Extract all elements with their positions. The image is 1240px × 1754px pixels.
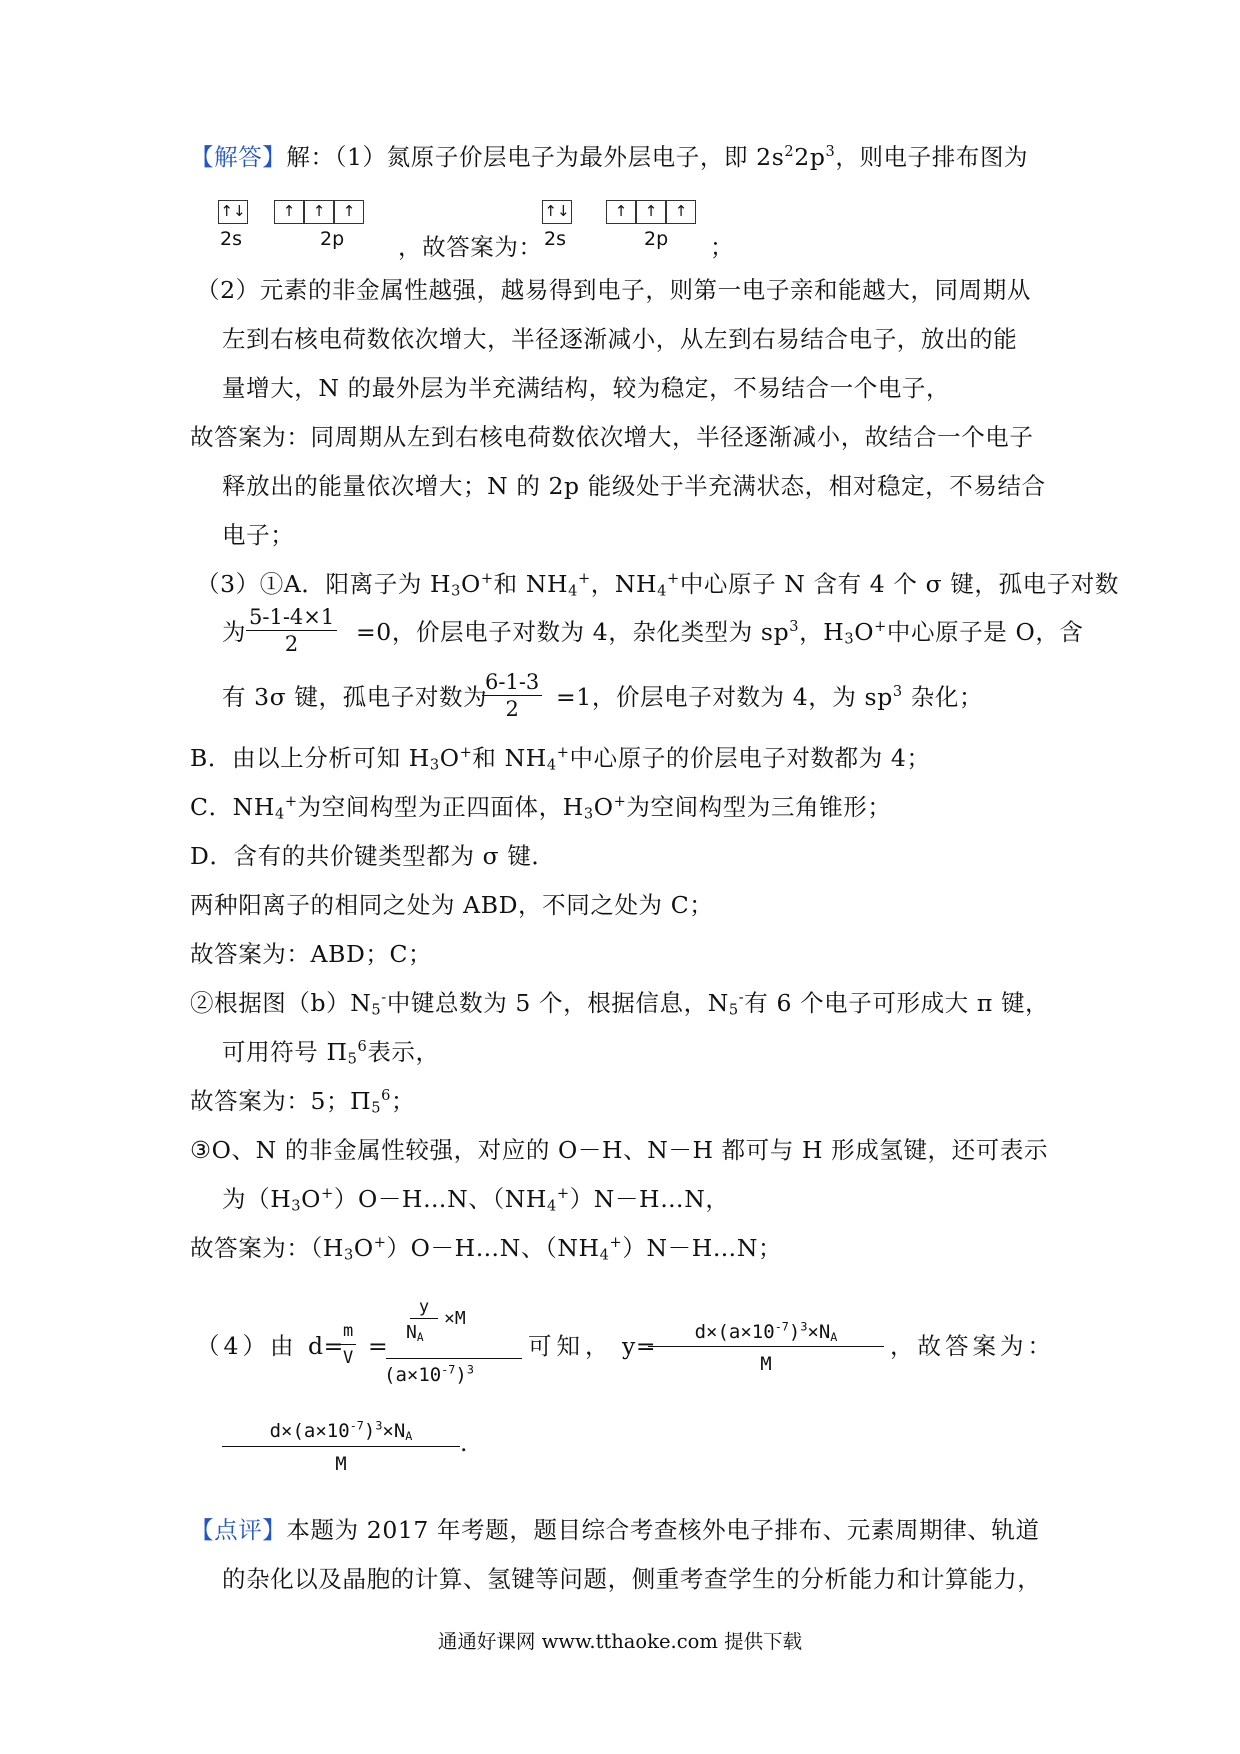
answer-line-2b: ； — [710, 233, 735, 261]
fraction-density-denominator: $(a\times 10^{-7})^3$ — [384, 1362, 474, 1386]
fraction-y-denominator: M — [760, 1353, 772, 1375]
part3-option-c: C．$NH_4^+$为空间构型为正四面体，$H_3O^+$为空间构型为三角锥形； — [190, 792, 892, 823]
part4-prefix: （4）由 — [196, 1332, 298, 1360]
review-line-1: 【点评】本题为 2017 年考题，题目综合考查核外电子排布、元素周期律、轨道 — [190, 1516, 1040, 1544]
part4-d-equals: d= — [308, 1332, 344, 1360]
fraction-density-numerator: y $N_A$ ×M — [386, 1296, 522, 1359]
part3-line-1: （3）①A．阳离子为 $H_3O^+$和 $NH_4^+$，$NH_4^+$中心原子 N 含有 4 个 σ 键，孤电子对数 — [196, 569, 1120, 600]
part3-line-3-prefix: 有 3σ 键，孤电子对数为 — [222, 683, 488, 711]
answer-line-1: 【解答】解：（1）氮原子价层电子为最外层电子，即 $2s^22p^3$，则电子排布图为 — [190, 142, 1029, 171]
orbital-box-2p-1: ↑ — [274, 200, 304, 224]
part3-item-3-line-2: 为$(H_3O^+)O-H\dots N$、$(NH_4^+)N-H\dots N$， — [222, 1184, 730, 1215]
part2-line-2: 左到右核电荷数依次增大，半径逐渐减小，从左到右易结合电子，放出的能 — [222, 325, 1018, 353]
orbital-label-2s: 2s — [544, 228, 566, 250]
orbital-box-2p-2: ↑ — [304, 200, 334, 224]
fraction-lone-pair-n: $\frac{5-1-4\times 1}{2}$ — [246, 604, 337, 657]
part3-option-d: D．含有的共价键类型都为 σ 键． — [190, 842, 556, 870]
orbital-box-2s: ↑↓ — [218, 200, 248, 224]
part3-answer-1: 故答案为：ABD；C； — [190, 940, 433, 968]
orbital-box-2p-1: ↑ — [606, 200, 636, 224]
part2-line-5: 释放出的能量依次增大；N 的 2p 能级处于半充满状态，相对稳定，不易结合 — [222, 472, 1046, 500]
orbital-box-2p-3: ↑ — [334, 200, 364, 224]
answer-period: . — [460, 1429, 469, 1457]
part3-line-2-prefix: 为 — [222, 618, 247, 646]
part4-y-equals: y= — [622, 1332, 657, 1360]
part2-line-3: 量增大，N 的最外层为半充满结构，较为稳定，不易结合一个电子， — [222, 374, 951, 402]
part3-answer-3: 故答案为：$(H_3O^+)O-H\dots N$、$(NH_4^+)N-H\dots N$； — [190, 1233, 783, 1264]
orbital-label-2p: 2p — [644, 228, 669, 250]
part2-line-6: 电子； — [222, 521, 295, 549]
part3-line-3: =1，价层电子对数为 4，为 $sp^3$ 杂化； — [556, 682, 984, 711]
fraction-y-over-na: y — [410, 1296, 438, 1319]
part4-kezhi: 可知， — [528, 1332, 614, 1360]
orbital-box-2s: ↑↓ — [542, 200, 572, 224]
answer-fraction-numerator: $d\times(a\times 10^{-7})^3\times N_A$ — [222, 1416, 460, 1447]
review-label: 【点评】 — [190, 1516, 287, 1544]
part4-answer-prefix: ，故答案为： — [890, 1332, 1055, 1360]
part3-option-b: B．由以上分析可知 $H_3O^+$和 $NH_4^+$中心原子的价层电子对数都为 4； — [190, 743, 931, 774]
fraction-lone-pair-o: $\frac{6-1-3}{2}$ — [482, 669, 542, 722]
part4-equals: = — [368, 1332, 389, 1360]
orbital-label-2s: 2s — [220, 228, 242, 250]
part3-item-3-line-1: ③O、N 的非金属性较强，对应的 O－H、N－H 都可与 H 形成氢键，还可表示 — [190, 1136, 1049, 1164]
part2-line-1: （2）元素的非金属性越强，越易得到电子，则第一电子亲和能越大，同周期从 — [196, 276, 1031, 304]
part3-answer-2: 故答案为：5；$\Pi_5^6$； — [190, 1086, 416, 1117]
part3-line-2: =0，价层电子对数为 4，杂化类型为 $sp^3$，$H_3O^+$中心原子是 O，含 — [356, 617, 1084, 648]
part2-line-4: 故答案为：同周期从左到右核电荷数依次增大，半径逐渐减小，故结合一个电子 — [190, 423, 1034, 451]
orbital-label-2p: 2p — [320, 228, 345, 250]
part3-summary: 两种阳离子的相同之处为 ABD，不同之处为 C； — [190, 891, 714, 919]
answer-line-2a: ，故答案为： — [398, 233, 543, 261]
part3-item-2-line-2: 可用符号 $\Pi_5^6$表示， — [222, 1037, 440, 1068]
fraction-y-numerator: $d\times(a\times 10^{-7})^3\times N_A$ — [648, 1318, 884, 1347]
page-footer: 通通好课网 www.tthaoke.com 提供下载 — [437, 1630, 803, 1653]
orbital-box-2p-3: ↑ — [666, 200, 696, 224]
fraction-m-over-v: $\frac{m}{V}$ — [340, 1318, 356, 1371]
answer-fraction-denominator: M — [335, 1453, 347, 1475]
review-line-2: 的杂化以及晶胞的计算、氢键等问题，侧重考查学生的分析能力和计算能力， — [222, 1565, 1042, 1593]
answer-label: 【解答】 — [190, 143, 287, 171]
part3-item-2-line-1: ②根据图$(b)N_5^-$中键总数为 5 个，根据信息，$N_5^-$有 6 个电子可形成大 π 键， — [190, 988, 1050, 1019]
orbital-box-2p-2: ↑ — [636, 200, 666, 224]
